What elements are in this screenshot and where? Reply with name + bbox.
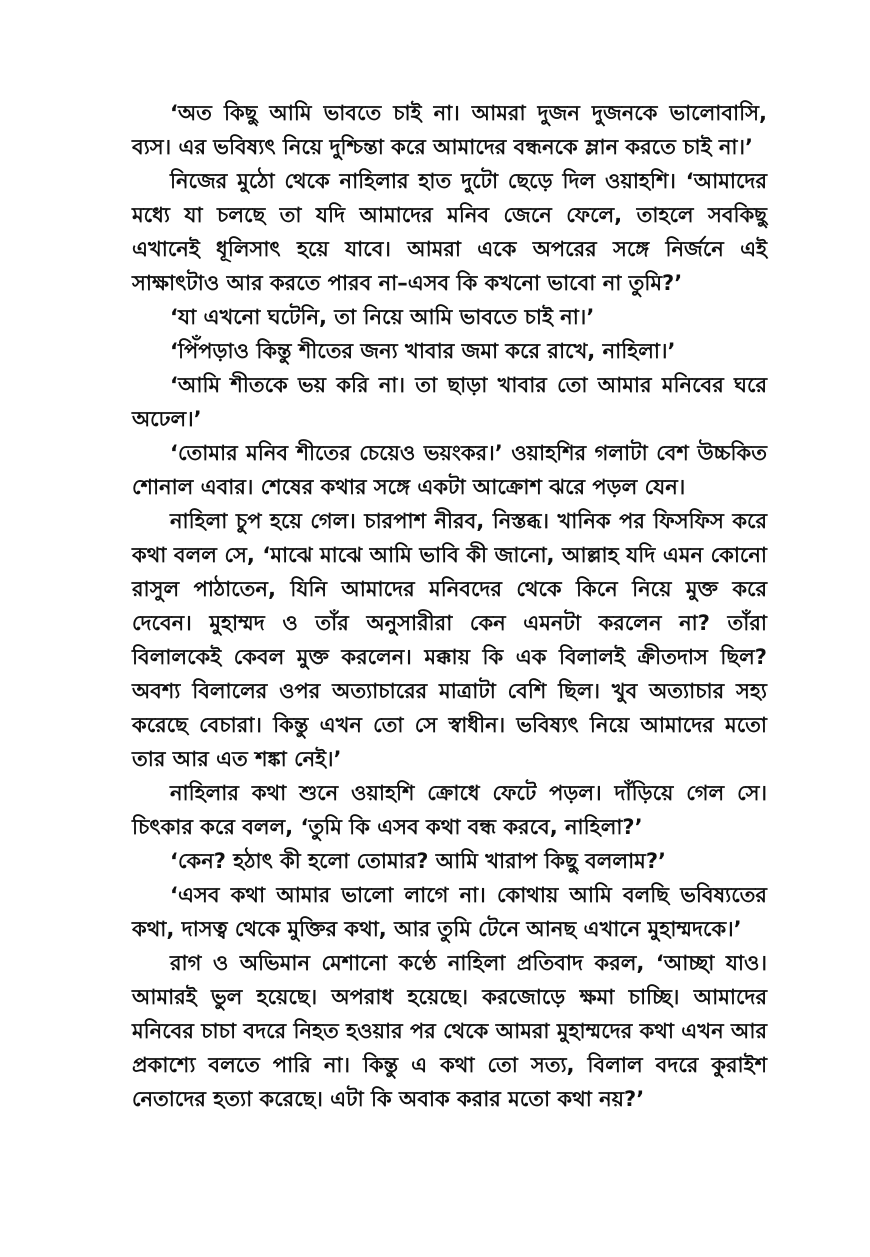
paragraph-1: ‘অত কিছু আমি ভাবতে চাই না। আমরা দুজন দুজনকে ভালোবাসি, ব্যস। এর ভবিষ্যৎ নিয়ে দুশ্চিন্তা করে আমাদের বন্ধনকে ম্লান করতে চাই না।’	[132, 101, 767, 159]
paragraph-6: ‘তোমার মনিব শীতের চেয়েও ভয়ংকর।’ ওয়াহশির গলাটা বেশ উচ্চকিত শোনাল এবার। শেষের কথার সঙ্গে একটা আক্রোশ ঝরে পড়ল যেন।	[132, 441, 767, 499]
paragraph-4: ‘পিঁপড়াও কিন্তু শীতের জন্য খাবার জমা করে রাখে, নাহিলা।’	[170, 339, 676, 363]
paragraph-9: ‘কেন? হঠাৎ কী হলো তোমার? আমি খারাপ কিছু বললাম?’	[170, 849, 666, 873]
paragraph-2: নিজের মুঠো থেকে নাহিলার হাত দুটো ছেড়ে দিল ওয়াহশি। ‘আমাদের মধ্যে যা চলছে তা যদি আমাদের মনিব জেনে ফেলে, তাহলে সবকিছু এখানেই ধূলিসাৎ হয়ে যাবে। আমরা একে অপরের সঙ্গে নির্জনে এই সাক্ষাৎটাও আর করতে পারব না–এসব কি কখনো ভাবো না তুমি?’	[132, 169, 767, 295]
paragraph-5: ‘আমি শীতকে ভয় করি না। তা ছাড়া খাবার তো আমার মনিবের ঘরে অঢেল।’	[132, 373, 767, 431]
page-body	[132, 96, 767, 1116]
paragraph-3: ‘যা এখনো ঘটেনি, তা নিয়ে আমি ভাবতে চাই না।’	[170, 305, 595, 329]
paragraph-8: নাহিলার কথা শুনে ওয়াহশি ক্রোধে ফেটে পড়ল। দাঁড়িয়ে গেল সে। চিৎকার করে বলল, ‘তুমি কি এসব কথা বন্ধ করবে, নাহিলা?’	[132, 781, 767, 839]
paragraph-7: নাহিলা চুপ হয়ে গেল। চারপাশ নীরব, নিস্তব্ধ। খানিক পর ফিসফিস করে কথা বলল সে, ‘মাঝে মাঝে আমি ভাবি কী জানো, আল্লাহ যদি এমন কোনো রাসুল পাঠাতেন, যিনি আমাদের মনিবদের থেকে কিনে নিয়ে মুক্ত করে দেবেন। মুহাম্মদ ও তাঁর অনুসারীরা কেন এমনটা করলেন না? তাঁরা বিলালকেই কেবল মুক্ত করলেন। মক্কায় কি এক বিলালই ক্রীতদাস ছিল? অবশ্য বিলালের ওপর অত্যাচারের মাত্রাটা বেশি ছিল। খুব অত্যাচার সহ্য করেছে বেচারা। কিন্তু এখন তো সে স্বাধীন। ভবিষ্যৎ নিয়ে আমাদের মতো তার আর এত শঙ্কা নেই।’	[132, 509, 767, 771]
paragraph-10: ‘এসব কথা আমার ভালো লাগে না। কোথায় আমি বলছি ভবিষ্যতের কথা, দাসত্ব থেকে মুক্তির কথা, আর তুমি টেনে আনছ এখানে মুহাম্মদকে।’	[132, 883, 767, 941]
paragraph-11: রাগ ও অভিমান মেশানো কণ্ঠে নাহিলা প্রতিবাদ করল, ‘আচ্ছা যাও। আমারই ভুল হয়েছে। অপরাধ হয়েছে। করজোড়ে ক্ষমা চাচ্ছি। আমাদের মনিবের চাচা বদরে নিহত হওয়ার পর থেকে আমরা মুহাম্মদের কথা এখন আর প্রকাশ্যে বলতে পারি না। কিন্তু এ কথা তো সত্য, বিলাল বদরে কুরাইশ নেতাদের হত্যা করেছে। এটা কি অবাক করার মতো কথা নয়?’	[132, 951, 767, 1111]
